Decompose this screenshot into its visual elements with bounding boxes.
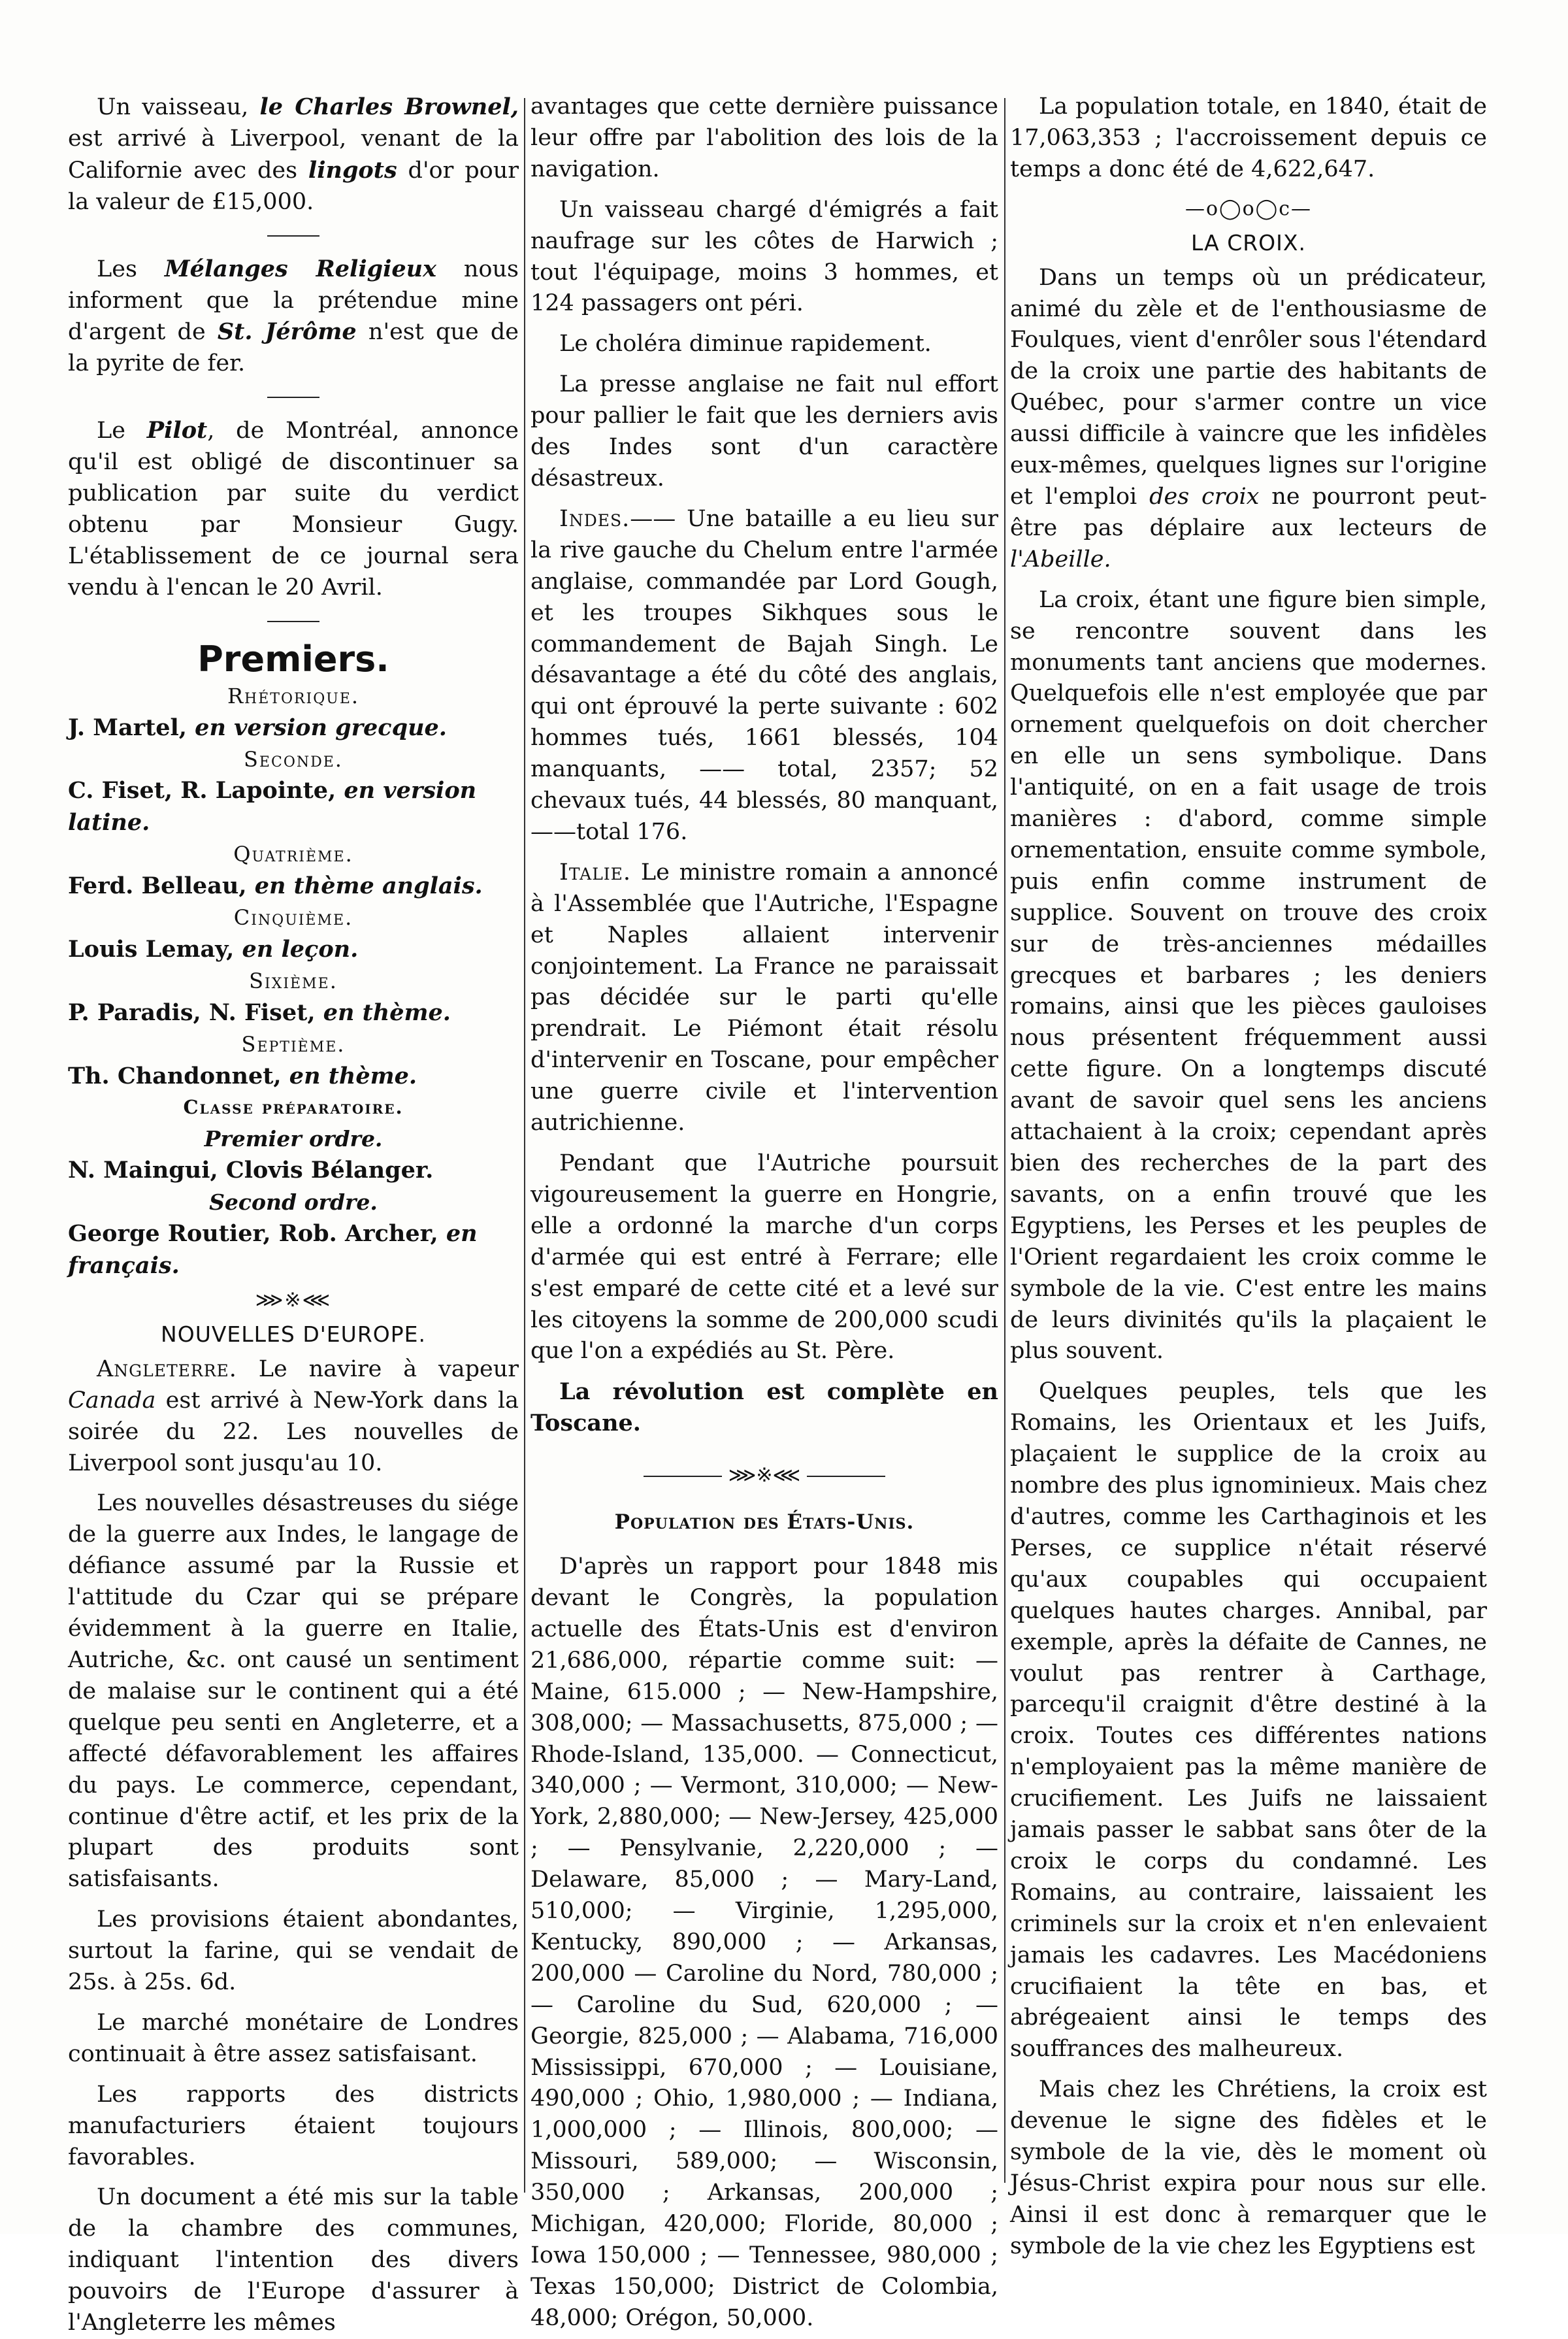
laureate-names: N. Maingui, Clovis Bélanger.	[68, 1157, 434, 1184]
paragraph: La population totale, en 1840, était de 17,063,353 ; l'accroissement depuis ce temps a donc été de 4,622,647.	[1010, 93, 1487, 182]
ship-name: le Charles Brownel,	[259, 93, 519, 120]
ship-name: Canada	[68, 1387, 156, 1414]
text-run: est arrivé à Liverpool, venant de la Californie avec des	[68, 125, 519, 184]
text-run: Les	[97, 256, 165, 282]
separator-rule	[267, 235, 319, 237]
class-heading-preparatory: Classe préparatoire.	[183, 1096, 404, 1119]
paragraph: Mais chez les Chrétiens, la croix est devenue le signe des fidèles et le symbole de la vie, dès le moment où Jésus-Christ expira pour nous sur elle. Ainsi il est donc à remarquer que le symbole de la vie chez les Egyptiens est	[1010, 2076, 1487, 2259]
column-middle	[531, 91, 998, 2331]
news-item-charles-brownel	[68, 91, 519, 218]
paragraph: Un vaisseau chargé d'émigrés a fait naufrage sur les côtes de Harwich ; tout l'équipage, moins 3 hommes, et 124 passagers ont péri.	[531, 196, 998, 317]
ornament-bar	[644, 1476, 722, 1477]
laureate-line	[68, 934, 519, 966]
laureate-line	[68, 1155, 519, 1187]
laureate-line	[68, 1061, 519, 1093]
text-run: Un vaisseau,	[97, 94, 260, 120]
order-heading: Premier ordre.	[204, 1126, 383, 1152]
class-heading: Seconde.	[244, 746, 343, 772]
section-title-croix: LA CROIX.	[1191, 229, 1306, 256]
paragraph-population: D'après un rapport pour 1848 mis devant le Congrès, la population actuelle des États-Unis est d'environ 21,686,000, répartie comme suit: — Maine, 615.000 ; — New-Hampshire, 308,000; — Massachusetts, 875,000 ; — Rhode-Island, 135,000. — Connecticut, 340,000 ; — Vermont, 310,000; — New-York, 2,880,000; — New-Jersey, 425,000 ; — Pensylvanie, 2,220,000 ; — Delaware, 85,000 ; — Mary-Land, 510,000; — Virginie, 1,295,000, Kentucky, 890,000 ; — Arkansas, 200,000 — Caroline du Nord, 780,000 ; — Caroline du Sud, 620,000 ; — Georgie, 825,000 ; — Alabama, 716,000 Mississippi, 670,000 ; — Louisiane, 490,000 ; Ohio, 1,980,000 ; — Indiana, 1,000,000 ; — Illinois, 800,000; — Missouri, 589,000; — Wisconsin, 350,000 ; Arkansas, 200,000 ; Michigan, 420,000; Floride, 80,000 ; Iowa 150,000 ; — Tennessee, 980,000 ; Texas 150,000; District de Colombia, 48,000; Orégon, 50,000.	[531, 1553, 998, 2331]
lead-word: Italie.	[559, 859, 632, 886]
lead-word: Indes.	[559, 505, 630, 532]
laureate-line	[68, 775, 519, 839]
laureate-names: C. Fiset, R. Lapointe,	[68, 777, 336, 805]
paragraph: avantages que cette dernière puissance leur offre par l'abolition des lois de la navigation.	[531, 93, 998, 182]
premiers-heading: Premiers.	[197, 638, 389, 680]
paragraph: Les nouvelles désastreuses du siége de la guerre aux Indes, le langage de défiance assumé par la Russie et l'attitude du Czar qui se prépare évidemment à la guerre en Italie, Autriche, &c. ont causé un sentiment de malaise sur le continent qui a été quelque peu senti en Angleterre, et a affecté défavorablement les affaires du pays. Le commerce, cependant, continue d'être actif, et les prix de la plupart des produits sont satisfaisants.	[68, 1490, 519, 1893]
column-left	[68, 91, 519, 2336]
laureate-subject: en français.	[68, 1220, 478, 1279]
emphasis: des croix	[1149, 483, 1260, 510]
lead-word: Angleterre.	[97, 1355, 237, 1382]
laureate-line	[68, 871, 519, 903]
text-run: Dans un temps où un prédicateur, animé du zèle et de l'enthousiasme de Foulques, vient d'enrôler sous l'étendard de la croix une partie des habitants de Québec, pour s'armer contre un vice aussi difficile à vaincre que les infidèles eux-mêmes, quelques lignes sur l'origine et l'emploi	[1010, 264, 1487, 510]
order-heading: Second ordre.	[209, 1189, 378, 1216]
text-run: —— Une bataille a eu lieu sur la rive gauche du Chelum entre l'armée anglaise, commandée par Lord Gough, et les troupes Sikhques sous le commandement de Bajah Singh. Le désavantage a été du côté des anglais, qui ont éprouvé la perte suivante : 602 hommes tués, 1661 blessés, 104 manquants, —— total, 2357; 52 chevaux tués, 44 blessés, 80 manquant, ——total 176.	[531, 505, 998, 845]
laureate-subject: en leçon.	[234, 935, 359, 963]
paragraph: Le choléra diminue rapidement.	[559, 331, 932, 357]
paragraph: La croix, étant une figure bien simple, se rencontre souvent dans les monuments tant anciens que modernes. Quelquefois elle n'est employée que par ornement quelquefois on doit chercher en elle un sens symbolique. Dans l'antiquité, on en a fait usage de trois manières : d'abord, comme simple ornementation, ensuite comme symbole, puis enfin comme instrument de supplice. Souvent on trouve des croix sur de très-anciennes médailles grecques et barbares ; les deniers romains, ainsi que les pièces gauloises nous présentent fréquemment aussi cette figure. On a longtemps discuté avant de savoir quel sens les anciens attachaient à la croix; cependant après bien des recherches de la part des savants, on a enfin trouvé que les Egyptiens, les Perses et les peuples de l'Orient regardaient les croix comme le symbole de la vie. C'est entre les mains de leurs divinités qu'ils la plaçaient le plus souvent.	[1010, 586, 1487, 1365]
text-run: Le	[97, 418, 147, 444]
laureate-names: Ferd. Belleau,	[68, 872, 247, 900]
paragraph: Les provisions étaient abondantes, surtout la farine, qui se vendait de 25s. à 25s. 6d.	[68, 1906, 519, 1996]
laureate-line	[68, 712, 519, 744]
paragraph: La presse anglaise ne fait nul effort pour pallier le fait que les derniers avis des Indes sont d'un caractère désastreux.	[531, 371, 998, 491]
laureate-names: J. Martel,	[68, 714, 187, 741]
laureate-subject: en thème anglais.	[246, 872, 483, 900]
text-run: Le ministre romain a annoncé à l'Assemblée que l'Autriche, l'Espagne et Naples allaient intervenir conjointement. La France ne paraissait pas décidée sur le parti qu'elle prendrait. Le Piémont était résolu d'intervenir en Toscane, pour empêcher une guerre civile et l'intervention autrichienne.	[531, 859, 998, 1136]
journal-title: Mélanges Religieux	[164, 255, 436, 282]
laureate-line	[68, 997, 519, 1029]
class-heading: Quatrième.	[233, 842, 353, 867]
paragraph: Le marché monétaire de Londres continuait à être assez satisfaisant.	[68, 2009, 519, 2067]
paragraph: Pendant que l'Autriche poursuit vigoureusement la guerre en Hongrie, elle a ordonné la marche d'un corps d'armée qui est entré à Ferrare; elle s'est emparé de cette cité et a levé sur les citoyens la somme de 200,000 scudi que l'on a expédiés au St. Père.	[531, 1150, 998, 1365]
section-title-europe: NOUVELLES D'EUROPE.	[161, 1321, 426, 1347]
laureate-names: George Routier, Rob. Archer,	[68, 1220, 438, 1248]
journal-title: l'Abeille.	[1010, 546, 1111, 572]
text-run: est arrivé à New-York dans la soirée du 22. Les nouvelles de Liverpool sont jusqu'au 10.	[68, 1387, 519, 1476]
news-item-angleterre	[68, 1354, 519, 1480]
class-heading: Sixième.	[249, 968, 338, 993]
ornament-divider: ⋙※⋘	[255, 1288, 332, 1312]
paragraph: Quelques peuples, tels que les Romains, les Orientaux et les Juifs, plaçaient le supplice de la croix au nombre des plus ignominieux. Mais chez d'autres, comme les Carthaginois et les Perses, ce supplice n'était réservé qu'aux coupables qui occupaient quelques hautes charges. Annibal, par exemple, après la défaite de Cannes, ne voulut pas rentrer à Carthage, parcequ'il craignit d'être destiné à la croix. Toutes ces différentes nations n'employaient pas la même manière de crucifiement. Les Juifs ne laissaient jamais passer le sabbat sans ôter de la croix le corps du condamné. Les Romains, au contraire, laissaient les criminels sur la croix et n'en enlevaient jamais les cadavres. Les Macédoniens crucifiaient la tête en bas, et abrégeaient ainsi le temps des souffrances des malheureux.	[1010, 1378, 1487, 2063]
paragraph: Un document a été mis sur la table de la chambre des communes, indiquant l'intention des divers pouvoirs de l'Europe d'assurer à l'Angleterre les mêmes	[68, 2184, 519, 2336]
laureate-subject: en version latine.	[68, 777, 477, 837]
column-right	[1010, 91, 1487, 2259]
laureate-subject: en version grecque.	[187, 714, 447, 741]
laureate-names: Louis Lemay,	[68, 935, 235, 963]
news-item-pilot	[68, 415, 519, 603]
class-heading: Cinquième.	[233, 905, 353, 931]
paragraph: Les rapports des districts manufacturiers étaient toujours favorables.	[68, 2081, 519, 2170]
column-rule-left	[524, 98, 525, 2193]
class-heading: Rhétorique.	[227, 683, 360, 708]
laureate-subject: en thème.	[281, 1062, 417, 1089]
text-run: ne pourront peut-être pas déplaire aux lecteurs de	[1010, 483, 1487, 541]
news-item-melanges	[68, 254, 519, 380]
ornament-divider	[531, 1461, 998, 1490]
class-heading: Septième.	[241, 1031, 346, 1057]
text-run: Le navire à vapeur	[237, 1355, 519, 1382]
text-run: d'or pour la valeur de £15,000.	[68, 157, 519, 215]
ornament-glyph: ⋙※⋘	[728, 1464, 801, 1487]
laureate-subject: en thème.	[315, 999, 451, 1026]
paragraph-croix-intro	[1010, 263, 1487, 576]
separator-rule	[267, 397, 319, 398]
column-rule-right	[1004, 98, 1005, 2183]
emphasis: lingots	[308, 156, 397, 184]
laureate-names: P. Paradis, N. Fiset,	[68, 999, 316, 1026]
section-title-population: Population des États-Unis.	[614, 1510, 915, 1534]
laureate-names: Th. Chandonnet,	[68, 1062, 282, 1089]
laureate-line	[68, 1218, 519, 1282]
place-name: St. Jérôme	[217, 318, 357, 346]
news-item-italie	[531, 857, 998, 1139]
separator-rule	[267, 621, 319, 622]
ornament-bar	[807, 1476, 885, 1477]
paragraph: La révolution est complète en Toscane.	[531, 1378, 998, 1437]
text-run: nous informent que la prétendue mine d'argent de	[68, 256, 519, 346]
text-run: n'est que de la pyrite de fer.	[68, 319, 519, 377]
journal-title: Pilot	[146, 417, 208, 444]
ornament-divider: —o◯o◯c—	[1184, 197, 1313, 220]
text-run: , de Montréal, annonce qu'il est obligé de discontinuer sa publication par suite du verdict obtenu par Monsieur Gugy. L'établissement de ce journal sera vendu à l'encan le 20 Avril.	[68, 418, 519, 601]
news-item-indes	[531, 504, 998, 848]
